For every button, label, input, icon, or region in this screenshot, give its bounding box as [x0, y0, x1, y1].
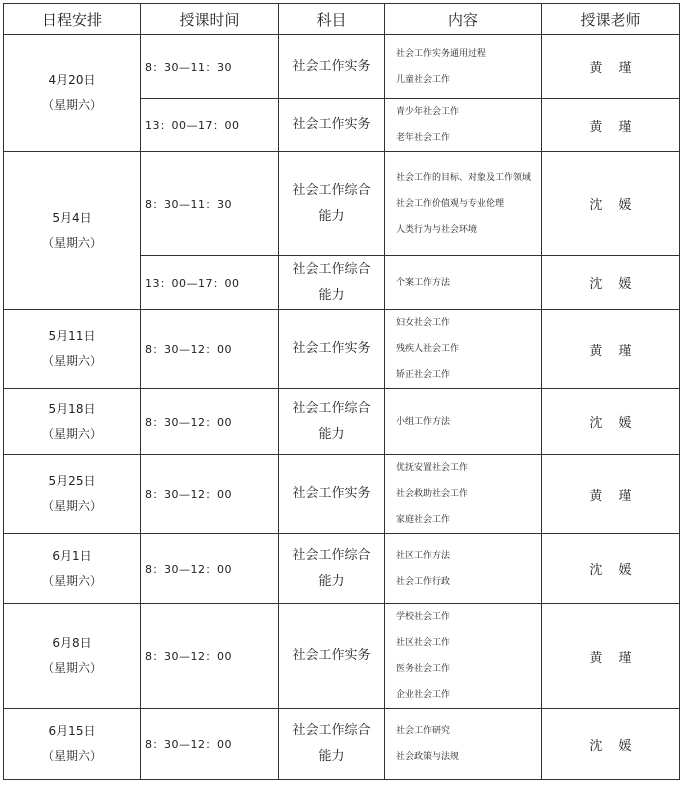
content-item: 医务社会工作	[396, 664, 451, 674]
content-item: 家庭社会工作	[396, 515, 451, 525]
teacher-cell: 沈 媛	[542, 709, 680, 780]
teacher-cell: 沈 媛	[542, 534, 680, 604]
content-item: 小组工作方法	[396, 416, 451, 427]
schedule-table-wrapper	[3, 3, 680, 780]
header-teacher: 授课老师	[542, 4, 680, 35]
subject-cell: 社会工作综合能力	[279, 152, 385, 256]
weekday-text: （星期六）	[41, 749, 102, 763]
content-item: 社会工作的目标、对象及工作领域	[396, 172, 532, 183]
time-cell: 8：30—12：00	[141, 709, 279, 780]
content-cell	[385, 35, 542, 99]
date-text: 5月11日	[48, 329, 96, 343]
teacher-cell: 黄 瑾	[542, 310, 680, 389]
content-item: 社会救助社会工作	[396, 489, 469, 499]
subject-cell: 社会工作综合能力	[279, 256, 385, 310]
weekday-text: （星期六）	[41, 98, 102, 112]
date-text: 6月8日	[52, 636, 92, 650]
date-text: 6月15日	[48, 724, 96, 738]
content-item: 学校社会工作	[396, 612, 451, 622]
content-cell	[385, 99, 542, 152]
content-item: 人类行为与社会环境	[396, 224, 478, 235]
content-item: 残疾人社会工作	[396, 344, 460, 354]
content-cell	[385, 389, 542, 455]
teacher-cell: 黄 瑾	[542, 99, 680, 152]
date-cell	[4, 35, 141, 152]
time-cell: 8：30—12：00	[141, 604, 279, 709]
subject-cell: 社会工作综合能力	[279, 709, 385, 780]
subject-cell: 社会工作综合能力	[279, 389, 385, 455]
content-item: 企业社会工作	[396, 690, 451, 700]
subject-cell: 社会工作实务	[279, 310, 385, 389]
date-cell	[4, 709, 141, 780]
table-row	[4, 709, 680, 780]
subject-cell: 社会工作实务	[279, 99, 385, 152]
time-cell: 8：30—12：00	[141, 534, 279, 604]
content-cell	[385, 310, 542, 389]
weekday-text: （星期六）	[41, 573, 102, 588]
time-cell: 8：30—12：00	[141, 389, 279, 455]
time-cell: 13：00—17：00	[141, 256, 279, 310]
content-item: 优抚安置社会工作	[396, 463, 469, 473]
date-text: 5月4日	[52, 210, 92, 225]
content-item: 社会工作实务通用过程	[396, 48, 487, 59]
content-item: 社区工作方法	[396, 550, 451, 561]
date-cell	[4, 455, 141, 534]
table-row	[4, 534, 680, 604]
table-row	[4, 455, 680, 534]
content-item: 社会工作研究	[396, 726, 451, 736]
table-row	[4, 152, 680, 256]
table-row	[4, 35, 680, 99]
time-cell: 8：30—12：00	[141, 310, 279, 389]
teacher-cell: 黄 瑾	[542, 35, 680, 99]
content-item: 青少年社会工作	[396, 107, 460, 117]
table-row	[4, 604, 680, 709]
content-cell	[385, 256, 542, 310]
content-item: 妇女社会工作	[396, 318, 451, 328]
time-cell: 8：30—11：30	[141, 35, 279, 99]
content-cell	[385, 604, 542, 709]
weekday-text: （星期六）	[41, 499, 102, 513]
table-row	[4, 310, 680, 389]
weekday-text: （星期六）	[41, 426, 102, 441]
teacher-cell: 黄 瑾	[542, 604, 680, 709]
content-item: 社会工作行政	[396, 576, 451, 587]
date-cell	[4, 604, 141, 709]
subject-cell: 社会工作实务	[279, 455, 385, 534]
content-item: 老年社会工作	[396, 133, 451, 143]
teacher-cell: 沈 媛	[542, 256, 680, 310]
header-date: 日程安排	[4, 4, 141, 35]
teacher-cell: 沈 媛	[542, 389, 680, 455]
content-item: 个案工作方法	[396, 277, 451, 288]
weekday-text: （星期六）	[41, 661, 102, 675]
content-item: 社会政策与法规	[396, 752, 460, 762]
date-text: 4月20日	[48, 73, 96, 87]
header-content: 内容	[385, 4, 542, 35]
date-cell	[4, 389, 141, 455]
content-item: 社会工作价值观与专业伦理	[396, 198, 505, 209]
content-item: 儿童社会工作	[396, 74, 451, 85]
weekday-text: （星期六）	[41, 235, 102, 250]
time-cell: 13：00—17：00	[141, 99, 279, 152]
content-cell	[385, 709, 542, 780]
weekday-text: （星期六）	[41, 354, 102, 368]
subject-cell: 社会工作实务	[279, 604, 385, 709]
schedule-table	[3, 3, 680, 780]
content-item: 矫正社会工作	[396, 370, 451, 380]
content-cell	[385, 455, 542, 534]
date-text: 6月1日	[52, 548, 92, 563]
teacher-cell: 黄 瑾	[542, 455, 680, 534]
content-cell	[385, 534, 542, 604]
table-row	[4, 389, 680, 455]
subject-cell: 社会工作实务	[279, 35, 385, 99]
time-cell: 8：30—12：00	[141, 455, 279, 534]
header-time: 授课时间	[141, 4, 279, 35]
subject-cell: 社会工作综合能力	[279, 534, 385, 604]
content-item: 社区社会工作	[396, 638, 451, 648]
date-cell	[4, 534, 141, 604]
date-text: 5月18日	[48, 401, 96, 416]
date-cell	[4, 152, 141, 310]
content-cell	[385, 152, 542, 256]
date-text: 5月25日	[48, 474, 96, 488]
teacher-cell: 沈 媛	[542, 152, 680, 256]
header-row	[4, 4, 680, 35]
header-subject: 科目	[279, 4, 385, 35]
date-cell	[4, 310, 141, 389]
time-cell: 8：30—11：30	[141, 152, 279, 256]
